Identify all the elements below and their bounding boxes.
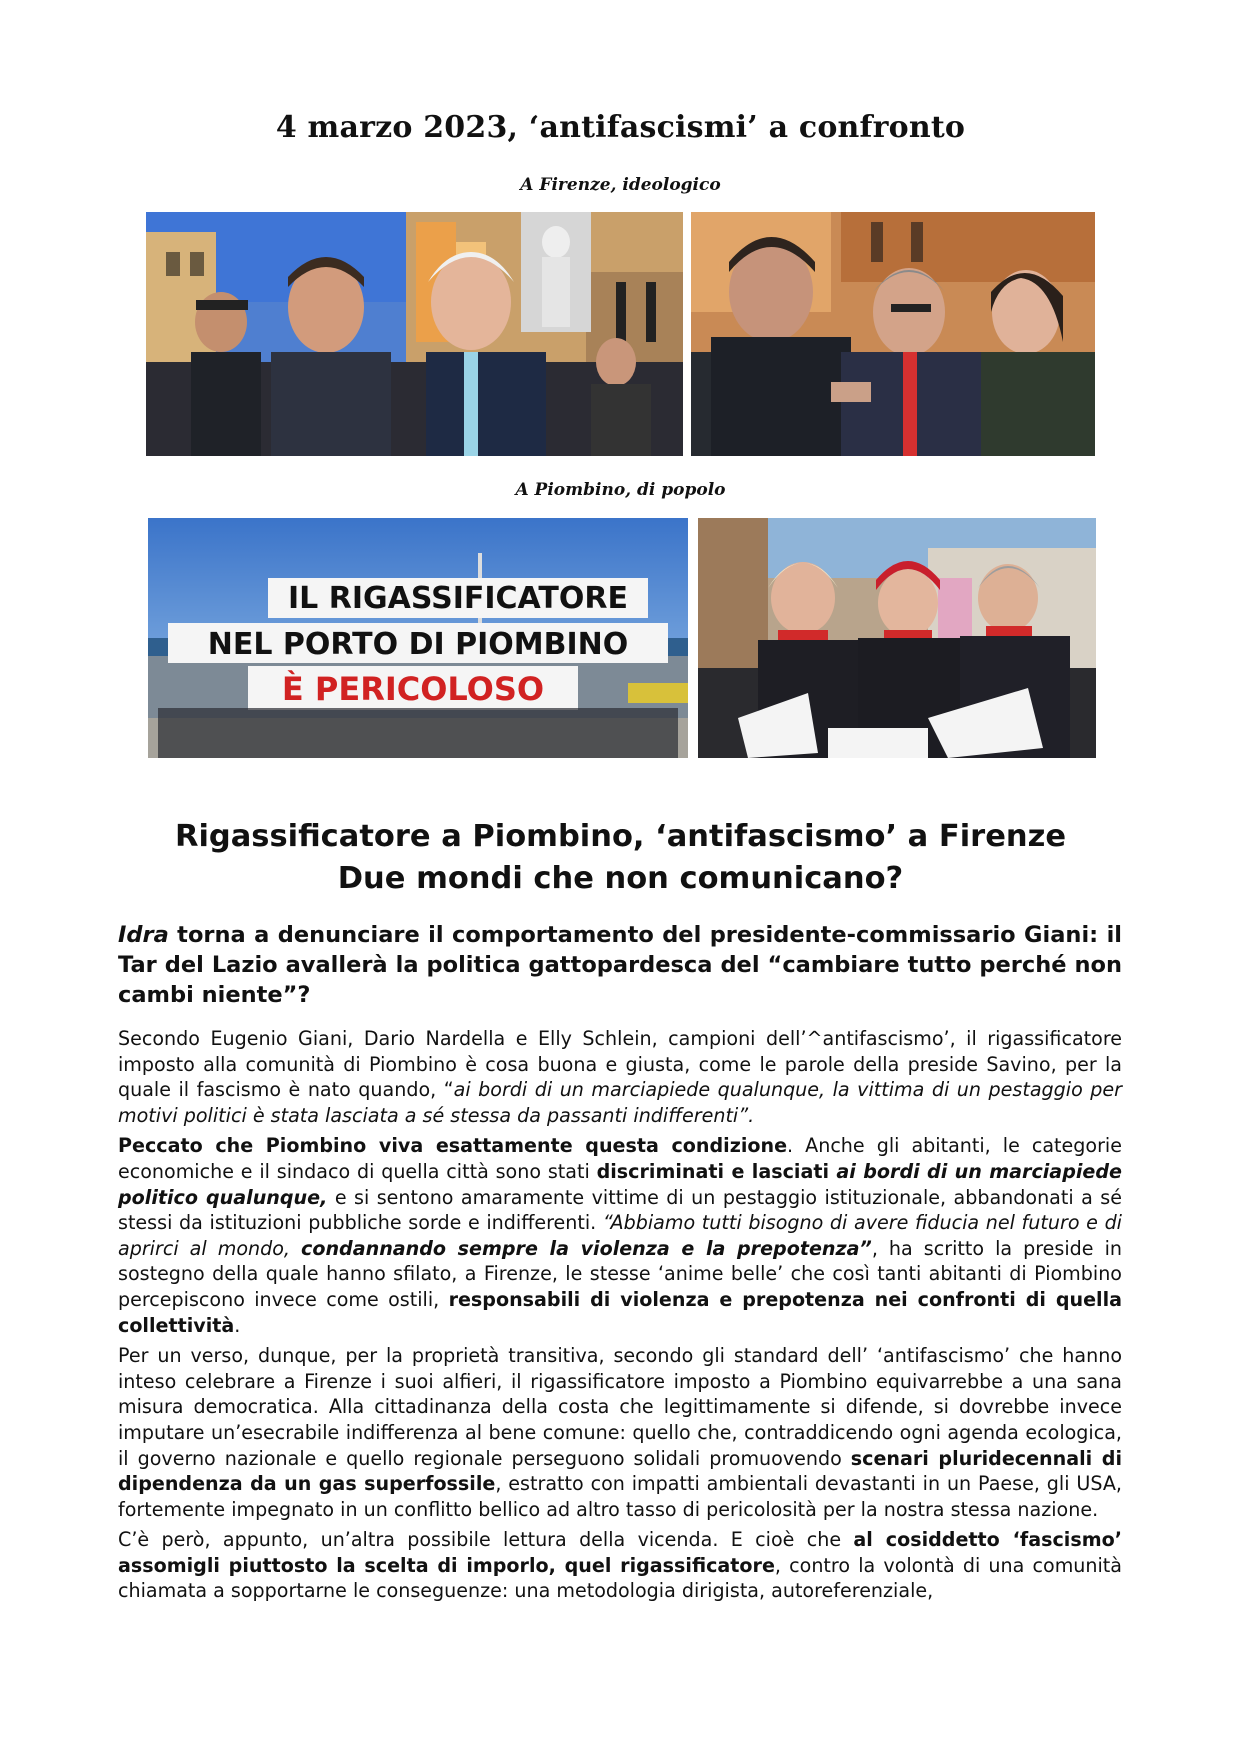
paragraph-1	[118, 1026, 1122, 1128]
p2-bold-italic-2: condannando sempre la violenza e la prepotenza”	[301, 1236, 872, 1260]
photo-piombino-protest	[148, 518, 688, 758]
paragraph-3	[118, 1343, 1122, 1522]
subheading	[118, 920, 1122, 1010]
sign-row-2	[168, 623, 668, 663]
paragraph-2	[118, 1133, 1122, 1338]
photo-firenze-discussion	[691, 212, 1095, 456]
p2-text-3: , ha scritto la preside in sostegno della quale hanno sfilato, a Firenze, le stesse ‘anime belle’ che così tanti abitanti di Piombino percepiscono invece come ostili,	[118, 1236, 1122, 1311]
subheading-idra: Idra	[118, 922, 169, 948]
p4-text-2: , contro la volontà di una comunità chiamata a sopportarne le conseguenze: una metodologia dirigista, autoreferenziale,	[118, 1553, 1122, 1603]
headline-line-2: Due mondi che non comunicano?	[337, 861, 904, 896]
page-title: 4 marzo 2023, ‘antifascismi’ a confronto	[275, 110, 966, 145]
sign-row-3-text: È PERICOLOSO	[281, 670, 545, 708]
p1-text: Secondo Eugenio Giani, Dario Nardella e Elly Schlein, campioni dell’^antifascismo’, il rigassificatore imposto alla comunità di Piombino è cosa buona e giusta, come le parole della preside Savino, per la quale il fascismo è nato quando, “	[118, 1027, 1122, 1102]
sign-row-1-text: IL RIGASSIFICATORE	[288, 581, 628, 616]
caption-piombino: A Piombino, di popolo	[515, 480, 726, 500]
sign-row-2-text: NEL PORTO DI PIOMBINO	[207, 627, 629, 662]
p2-text-2: e si sentono amaramente vittime di un pestaggio istituzionale, abbandonati a sé stessi da istituzioni pubbliche sorde e indifferenti.	[118, 1185, 1122, 1235]
p1-quote: ai bordi di un marciapiede qualunque, la vittima di un pestaggio per motivi politici è stata lasciata a sé stessa da passanti indifferenti”.	[118, 1078, 1122, 1127]
sign-row-1	[268, 578, 648, 618]
caption-firenze: A Firenze, ideologico	[520, 175, 721, 195]
p2-bold-3: responsabili di violenza e prepotenza nei confronti di quella collettività	[118, 1287, 1123, 1337]
article-body	[118, 1026, 1122, 1609]
p2-bold-1: Peccato che Piombino viva esattamente questa condizione	[118, 1134, 788, 1158]
p3-bold-1: scenari pluridecennali di dipendenza da un gas superfossile	[118, 1446, 1122, 1496]
photo-firenze-leaders	[146, 212, 683, 456]
sign-row-3	[248, 666, 578, 710]
p4-text-1: C’è però, appunto, un’altra possibile lettura della vicenda. E cioè che	[118, 1528, 854, 1552]
p3-text-2: , estratto con impatti ambientali devastanti in un Paese, gli USA, fortemente impegnato in un conflitto bellico ad altro tasso di pericolosità per la nostra stessa nazione.	[118, 1472, 1122, 1521]
headline-line-1: Rigassificatore a Piombino, ‘antifascismo’ a Firenze	[174, 819, 1067, 854]
photo-piombino-women	[698, 518, 1096, 758]
p4-bold-1: al cosiddetto ‘fascismo’ assomigli piuttosto la scelta di imporlo, quel rigassificatore	[118, 1528, 1122, 1577]
p2-text-1: . Anche gli abitanti, le categorie economiche e il sindaco di quella città sono stati	[118, 1134, 1122, 1183]
subheading-text: torna a denunciare il comportamento del presidente-commissario Giani: il Tar del Lazio avallerà la politica gattopardesca del “cambiare tutto perché non cambi niente”?	[118, 922, 1122, 1008]
paragraph-4	[118, 1527, 1122, 1604]
p2-italic-quote: “Abbiamo tutti bisogno di avere fiducia nel futuro e di aprirci al mondo,	[118, 1211, 1122, 1260]
p2-bold-italic-1: ai bordi di un marciapiede politico qualunque,	[118, 1159, 1122, 1209]
p3-text-1: Per un verso, dunque, per la proprietà transitiva, secondo gli standard dell’ ‘antifascismo’ che hanno inteso celebrare a Firenze i suoi alfieri, il rigassificatore imposto a Piombino equivarrebbe a una sana misura democratica. Alla cittadinanza della costa che legittimamente si difende, si dovrebbe invece imputare un’esecrabile indifferenza al bene comune: quello che, contraddicendo ogni agenda ecologica, il governo nazionale e quello regionale perseguono solidali promuovendo	[118, 1344, 1122, 1470]
p2-bold-2: discriminati e lasciati	[596, 1159, 837, 1183]
p2-text-4: .	[234, 1313, 241, 1337]
